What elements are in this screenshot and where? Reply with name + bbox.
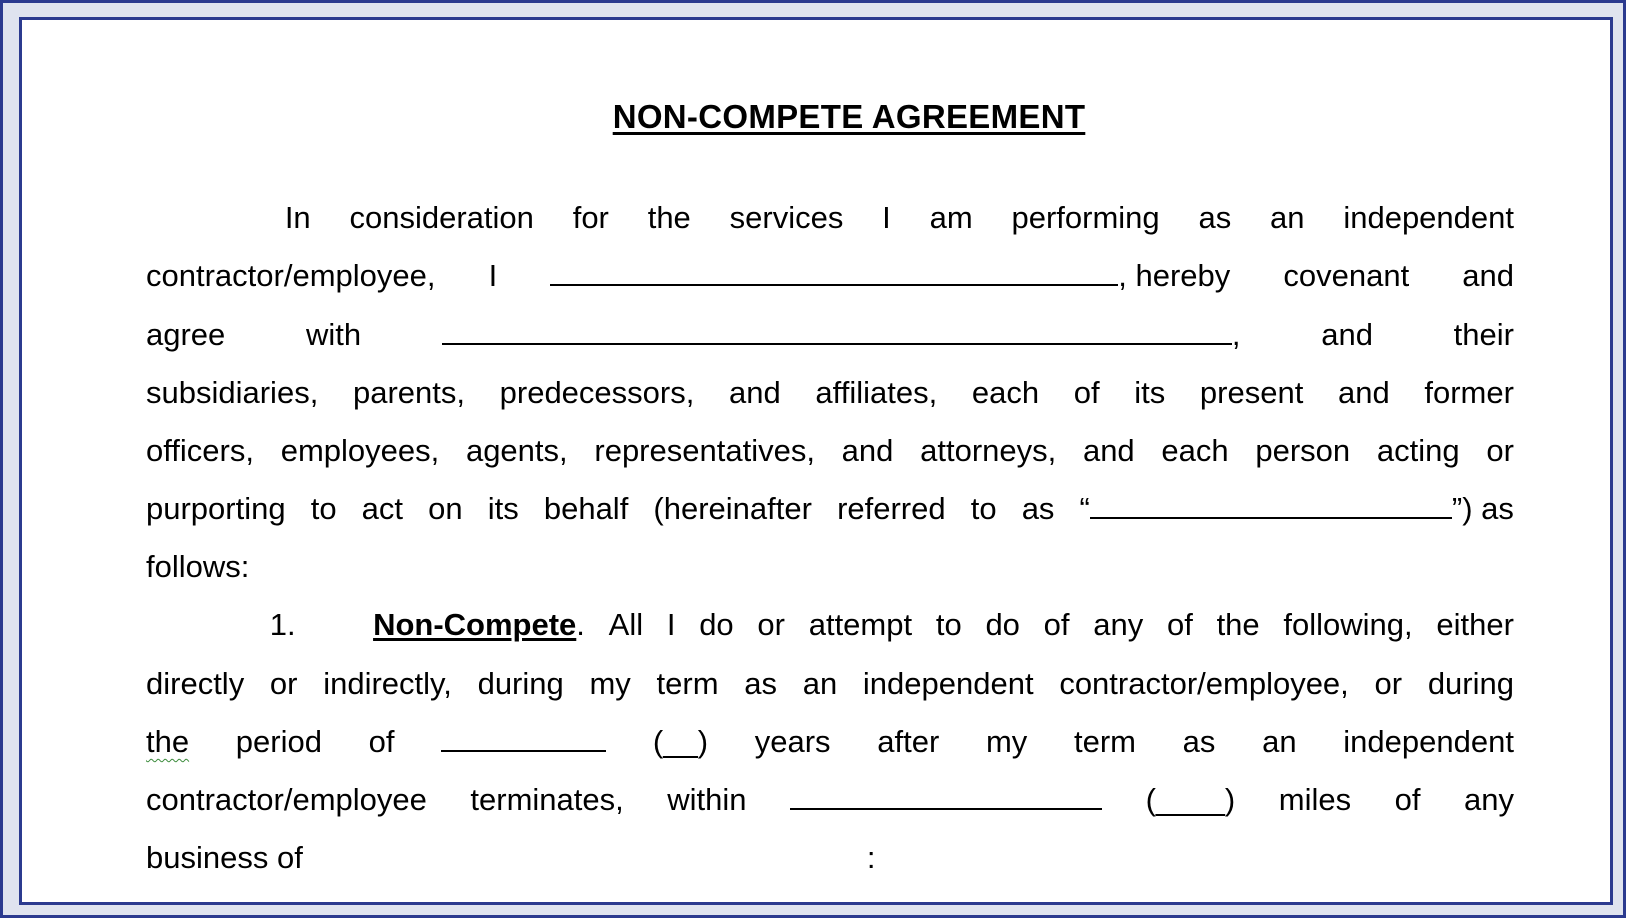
word: . [576, 607, 585, 642]
word: either [1436, 607, 1514, 642]
document-title: NON-COMPETE AGREEMENT [612, 98, 1086, 135]
word: or [1486, 433, 1514, 468]
word: officers, [146, 433, 254, 468]
word: term [656, 666, 719, 701]
years-words-blank[interactable] [441, 724, 606, 752]
word: my [985, 724, 1028, 759]
word: to [970, 491, 997, 526]
word: contractor/employee, [1059, 666, 1349, 701]
word: acting [1376, 433, 1460, 468]
word: agents, [465, 433, 568, 468]
years-number[interactable]: (__) [652, 724, 709, 759]
open-quote: “ [1079, 491, 1090, 526]
word: purporting [146, 491, 286, 526]
word: referred [837, 491, 946, 526]
word: of [368, 724, 395, 759]
word: my [589, 666, 631, 701]
company-name-blank[interactable] [442, 317, 1232, 345]
word: its [487, 491, 519, 526]
word: In [284, 200, 311, 235]
word: follows: [146, 549, 250, 584]
paragraph-line-6 [146, 491, 1514, 531]
word: behalf [543, 491, 629, 526]
paragraph-line-2 [146, 258, 1514, 298]
document-page [19, 17, 1613, 905]
miles-words-blank[interactable] [790, 782, 1102, 810]
word: of [1073, 375, 1100, 410]
word: as [1182, 724, 1216, 759]
word: and [1337, 375, 1390, 410]
word: and [1462, 258, 1514, 293]
section-1-line-4 [146, 782, 1514, 822]
word: indirectly, [323, 666, 452, 701]
word: years [754, 724, 831, 759]
word: former [1424, 375, 1514, 410]
word: parents, [352, 375, 465, 410]
contractor-name-blank[interactable] [550, 258, 1118, 286]
word: and [841, 433, 894, 468]
word: of [1043, 607, 1070, 642]
word: period [235, 724, 322, 759]
word: an [1270, 200, 1305, 235]
word: , hereby [1118, 258, 1231, 293]
word: independent [862, 666, 1034, 701]
word: contractor/employee, [146, 258, 436, 293]
paragraph-line-3 [146, 317, 1514, 357]
word: their [1453, 317, 1514, 352]
word: agree [146, 317, 226, 352]
word: to [935, 607, 962, 642]
word: affiliates, [815, 375, 938, 410]
word: miles [1278, 782, 1352, 817]
word: independent [1343, 724, 1514, 759]
word: representatives, [594, 433, 815, 468]
word: All [608, 607, 644, 642]
word: with [306, 317, 362, 352]
word: act [361, 491, 404, 526]
word: do [699, 607, 734, 642]
word: or [757, 607, 785, 642]
word: attempt [808, 607, 913, 642]
word: employees, [280, 433, 440, 468]
word: as [1198, 200, 1232, 235]
word: an [1262, 724, 1297, 759]
paragraph-line-1 [146, 200, 1514, 240]
word: independent [1343, 200, 1514, 235]
word: consideration [349, 200, 534, 235]
word: I [488, 258, 498, 293]
word: ”) as [1451, 491, 1514, 526]
word: after [877, 724, 940, 759]
word: the [1216, 607, 1260, 642]
word: I [882, 200, 891, 235]
word: and [729, 375, 781, 410]
section-1-line-5 [146, 840, 1514, 880]
word: of [1166, 607, 1193, 642]
paragraph-line-4 [146, 375, 1514, 415]
word: each [1161, 433, 1229, 468]
word: as [744, 666, 777, 701]
word: business of [146, 840, 303, 875]
word: predecessors, [499, 375, 695, 410]
word: an [802, 666, 838, 701]
word: any [1464, 782, 1514, 817]
word: as [1021, 491, 1055, 526]
section-number: 1. [269, 607, 296, 642]
word: during [477, 666, 564, 701]
word: the [647, 200, 691, 235]
word: contractor/employee [146, 782, 427, 817]
word: of [1394, 782, 1421, 817]
word: each [971, 375, 1040, 410]
word-with-grammar-mark: the [146, 724, 190, 759]
paragraph-line-5 [146, 433, 1514, 473]
word: to [310, 491, 337, 526]
word: present [1199, 375, 1304, 410]
word: : [866, 840, 876, 875]
word: performing [1011, 200, 1160, 235]
section-heading: Non-Compete [373, 607, 577, 642]
word: term [1073, 724, 1136, 759]
word: services [729, 200, 844, 235]
word: or [269, 666, 298, 701]
word: I [666, 607, 676, 642]
word: on [428, 491, 463, 526]
word: subsidiaries, [146, 375, 319, 410]
word: do [985, 607, 1020, 642]
word: , [1231, 317, 1241, 352]
word: following, [1283, 607, 1413, 642]
word: during [1427, 666, 1514, 701]
section-1-line-2 [146, 666, 1514, 706]
word: person [1255, 433, 1351, 468]
miles-number[interactable]: (____) [1145, 782, 1236, 817]
word: for [572, 200, 609, 235]
word: (hereinafter [653, 491, 812, 526]
word: covenant [1283, 258, 1410, 293]
word: or [1374, 666, 1403, 701]
word: within [667, 782, 747, 817]
section-1-line-3 [146, 724, 1514, 764]
word: its [1134, 375, 1166, 410]
word: directly [146, 666, 245, 701]
referred-name-blank[interactable] [1090, 491, 1452, 519]
section-1-line-1 [146, 607, 1514, 647]
word: attorneys, [920, 433, 1057, 468]
word: terminates, [470, 782, 624, 817]
word: and [1082, 433, 1135, 468]
word: any [1093, 607, 1144, 642]
paragraph-line-7 [146, 549, 1514, 589]
word: and [1321, 317, 1373, 352]
word: am [929, 200, 973, 235]
